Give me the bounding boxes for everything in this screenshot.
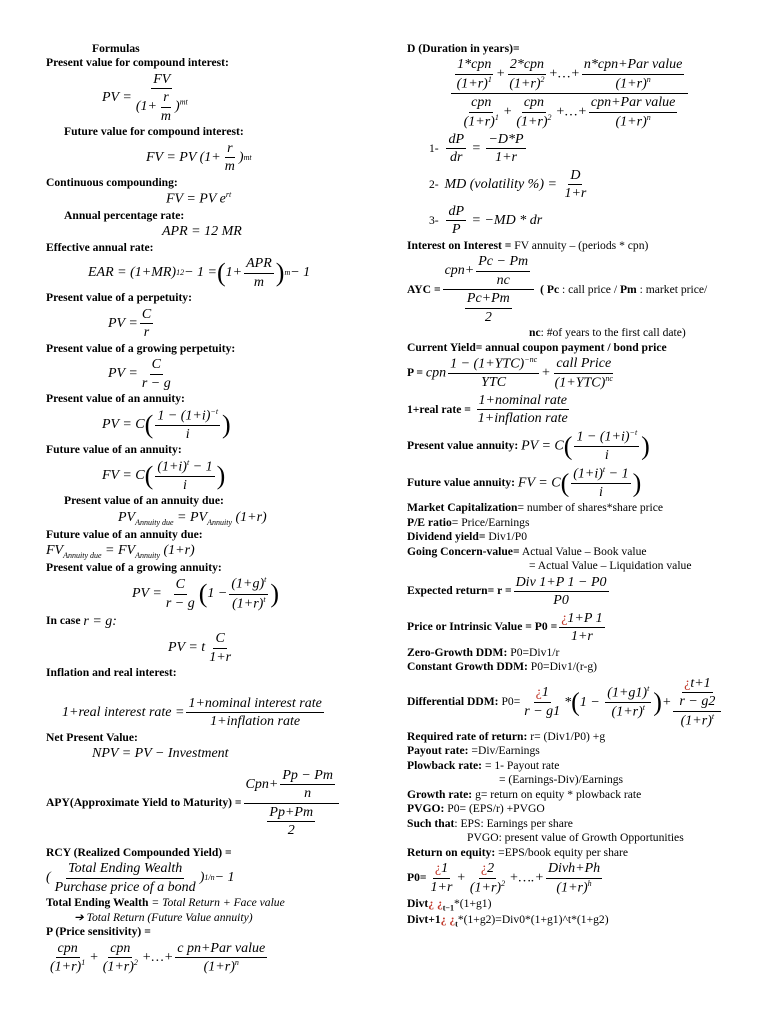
pe-label: P/E ratio [407,515,452,529]
ayc-nc-desc: : #of years to the first call date) [540,326,686,340]
arrow-icon: ➔ [74,910,84,924]
pe-value: = Price/Earnings [451,515,530,529]
dy-label: Dividend yield= [407,530,486,544]
diff-row: Differential DDM: P0= $\frac{¿1}{r - g1}$ *(1 − $\frac{(1+g1)^t}{(1+r)^t}$ )+ $\frac{\frac{¿t+1}{r - g2}}{(1+r)^t}$ [407,675,732,730]
item-number: 1- [429,141,439,155]
formula-in-case: PV = t C 1+r [168,631,232,665]
cg-label: Constant Growth DDM: [407,660,528,674]
ioi-value: FV annuity – (periods * cpn) [514,238,649,252]
in-case-row: In case r = g: [46,613,117,629]
dy-value: Div1/P0 [488,530,528,544]
tew-arrow-row [46,911,366,925]
pv-annuity-row: Present value annuity: PV = C( $\frac{1 - (1+i)^{-t}}{i}$ ) [407,427,650,464]
formula-pv-annuity: PV = C ( $1 - (1+i)^{-t}$ i ) [102,406,231,442]
heading-growing-perpetuity: Present value of a growing perpetuity: [46,341,236,355]
formula-perpetuity: PV = C r [108,306,152,341]
formula-duration: 1*cpn $(1+r)^1$ + 2*cpn $(1+r)^2$ +…+ n*cpn+Par value $(1+r)^n$ cpn $(1+r)^1$ + cpn $(1+r)^2$ +…+ cpn+Par value $(1+r)^n$ [407,56,732,130]
plowback-value-2: = (Earnings-Div)/Earnings [499,773,624,787]
cg-row [407,660,732,674]
formula-inflation: 1+real interest rate = 1+nominal interest rate 1+inflation rate [62,695,322,730]
ayc-note-pc: ( Pc [540,282,560,296]
ayc-nc-label: nc [529,326,541,340]
gc-label: Going Concern-value= [407,544,520,558]
diff-label: Differential DDM: [407,694,499,708]
rrr-label: Required rate of return: [407,729,528,743]
formula-p-sensitivity: cpn $(1+r)^1$ + cpn $(1+r)^2$ +…+ c pn+Par value $(1+r)^n$ [50,940,266,975]
piv-label: Price or Intrinsic Value = P0 = [407,620,558,634]
p0-label: P0= [407,871,427,885]
tew-arrow-text: Total Return (Future Value annuity) [86,910,253,924]
formula-continuous: FV = PV $e^{rt}$ [166,190,232,208]
item-number: 2- [429,177,439,191]
heading-pv-annuity-due: Present value of an annuity due: [64,494,224,508]
such-row [407,817,732,831]
heading-current-yield: Current Yield= annual coupon payment / bond price [407,340,667,354]
mcap-value: = number of shares*share price [517,501,664,515]
heading-fv-compound: Future value for compound interest: [64,125,244,139]
heading-npv: Net Present Value: [46,730,138,744]
roe-row [407,846,732,860]
mcap-label: Market Capitalization [407,501,518,515]
zg-row [407,646,732,660]
pvgo-value: P0= (EPS/r) +PVGO [447,802,545,816]
p-label: P = [407,366,423,380]
gc-value-1: Actual Value – Book value [521,544,647,558]
payout-value: =Div/Earnings [471,744,540,758]
real-rate-label: 1+real rate = [407,402,471,416]
heading-apr: Annual percentage rate: [64,208,185,222]
heading-pv-growing-annuity: Present value of a growing annuity: [46,560,222,574]
rrr-value: r= (Div1/P0) +g [530,729,606,743]
formula-fv-annuity-due: $FV_{Annuity due} = FV_{Annuity}$ (1+r) [46,543,195,560]
formula-ear: EAR = (1+MR) 12 − 1 = ( 1+ APR m ) m − 1 [88,256,311,290]
mcap-row [407,501,732,515]
tew-value: = Total Return + Face value [151,896,285,910]
gc-value-2: = Actual Value – Liquidation value [529,559,692,573]
duration-item-3: 3- $\frac{dP}{P}$ = −MD * dr [429,203,543,238]
plowback-label: Plowback rate: [407,758,483,772]
pvgo-label: PVGO: [407,802,445,816]
ayc-note-marketprice: : market price/ [639,282,708,296]
zg-label: Zero-Growth DDM: [407,645,508,659]
formula-pv-growing-annuity: PV = C r − g ( 1 − $(1+g)^t$ $(1+r)^t$ ) [132,575,280,612]
heading-rcy: RCY (Realized Compounded Yield) = [46,845,232,859]
formula-fv-annuity: FV = C ( $(1+i)^t - 1$ i ) [102,457,226,493]
ayc-note-callprice: : call price / [562,282,618,296]
p0-row: P0= $\frac{¿1}{1+r}$ + $\frac{¿2}{(1+r)^2}$ +….+ Divh+Ph $(1+r)^h$ [407,861,601,896]
pvgo-row [407,802,732,816]
formula-pv-compound: PV = FV (1+ $\frac{r}{m}$ )$^{mt}$ [102,71,188,124]
in-case-label: In case [46,614,81,628]
divt-row: Divt¿ ¿$_{t-1}*(1+g1)$ [407,896,492,913]
ayc-label: AYC = [407,282,441,296]
zg-value: P0=Div1/r [510,645,560,659]
formula-pv-annuity-due: $PV_{Annuity due} = PV_{Annuity}$ (1+r) [118,509,267,527]
heading-ear: Effective annual rate: [46,240,154,254]
right-column [407,42,732,929]
ayc-nc-row [407,326,732,340]
piv-row: Price or Intrinsic Value = P0 = $\frac{¿1+P 1}{1+r}$ [407,610,603,645]
ayc-row: AYC = cpn+ $\frac{Pc - Pm}{nc}$ $\frac{Pc+Pm}{2}$ ( Pc : call price / Pm : market price/ [407,254,708,325]
growth-label: Growth rate: [407,787,473,801]
heading-p-sensitivity: P (Price sensitivity) = [46,925,151,939]
tew-label: Total Ending Wealth [46,896,149,910]
ayc-note-pm: Pm [619,282,637,296]
divt-label: Divt [407,896,429,910]
heading-duration: D (Duration in years)= [407,42,520,55]
fv-annuity-row: Future value annuity: FV = C( $\frac{(1+i)^t - 1}{i}$ ) [407,464,642,500]
heading-fv-annuity-due: Future value of an annuity due: [46,527,203,541]
growth-value: g= return on equity * plowback rate [475,787,642,801]
dy-row [407,530,732,544]
ioi-label: Interest on Interest = [407,238,512,252]
duration-item-2: 2- MD (volatility %) = $\frac{D}{1+r}$ [429,167,587,202]
growth-row [407,788,732,802]
formula-apr: APR = 12 MR [162,224,242,240]
payout-label: Payout rate: [407,744,469,758]
ioi-row [407,239,732,253]
payout-row [407,744,732,758]
formula-fv-compound: FV = PV (1+ r m ) mt [146,140,252,175]
plowback-value-1: = 1- Payout rate [484,758,560,772]
divt1-row: Divt+1¿ ¿$_t*(1+g2)=Div0*(1+g1)\^{}t*(1+g2)$ [407,913,609,929]
heading-perpetuity: Present value of a perpetuity: [46,291,192,305]
fv-annuity-label: Future value annuity: [407,475,516,489]
pe-row [407,516,732,530]
such-label: Such that [407,816,455,830]
heading-fv-annuity: Future value of an annuity: [46,443,182,457]
roe-value: =EPS/book equity per share [498,845,629,859]
gc-row [407,545,732,559]
left-column [46,42,366,976]
plowback-row [407,759,732,773]
item-number: 3- [429,213,439,227]
er-row: Expected return= r = Div 1+P 1 − P0 P0 [407,574,607,609]
p-callable-row: P = cpn $1 - (1+YTC)^{-nc}$ YTC + call Price $(1+YTC)^{nc}$ [407,355,613,391]
tew-row [46,896,366,910]
formulas-title: Formulas [92,42,140,55]
formula-rcy: ( Total Ending Wealth Purchase price of a bond ) 1/n − 1 [46,861,235,895]
pv-annuity-label: Present value annuity: [407,438,519,452]
rrr-row [407,730,732,744]
duration-item-1: 1- $\frac{dP}{dr}$ = $\frac{-D*P}{1+r}$ [429,131,524,166]
formula-growing-perpetuity: PV = C r − g [108,357,171,391]
heading-pv-compound: Present value for compound interest: [46,56,229,70]
heading-continuous: Continuous compounding: [46,175,178,189]
divt1-value: *(1+g2)=Div0*(1+g1)^t*(1+g2) [457,913,609,927]
heading-inflation: Inflation and real interest: [46,666,177,680]
apy-row: APY(Approximate Yield to Maturity) = Cpn+ $\frac{Pp - Pm}{n}$ $\frac{Pp+Pm}{2}$ [46,767,366,840]
cg-value: P0=Div1/(r-g) [530,660,597,674]
divt-value: *(1+g1) [454,896,492,910]
real-rate-row: 1+real rate = 1+nominal rate 1+inflation rate [407,392,568,427]
formula-npv: NPV = PV − Investment [92,746,229,762]
such-value-2: PVGO: present value of Growth Opportunities [467,831,684,845]
divt1-label: Divt+1 [407,913,441,927]
er-label: Expected return= r = [407,584,512,598]
heading-pv-annuity: Present value of an annuity: [46,392,185,406]
heading-apy: APY(Approximate Yield to Maturity) = [46,795,242,809]
such-value-1: : EPS: Earnings per share [454,816,573,830]
roe-label: Return on equity: [407,845,496,859]
